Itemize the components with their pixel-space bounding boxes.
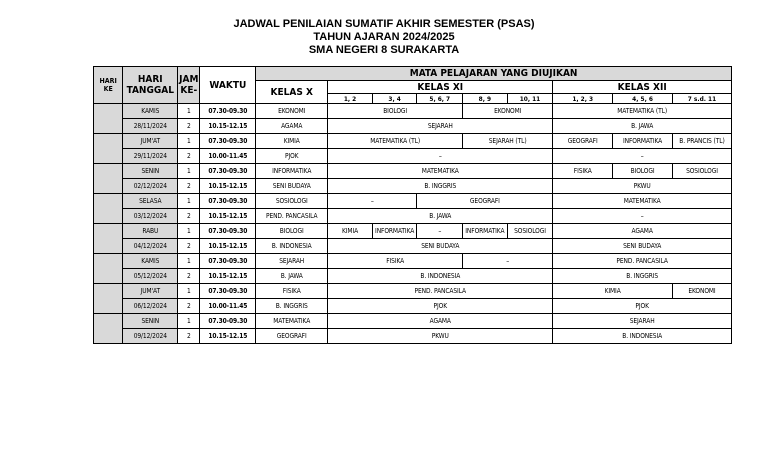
subject-kelas-xi: SEJARAH — [328, 119, 553, 134]
table-row — [94, 104, 732, 119]
subject-kelas-xi: MATEMATIKA — [328, 164, 553, 179]
exam-date: 03/12/2024 — [123, 209, 178, 224]
jam-ke: 2 — [178, 209, 200, 224]
subject-kelas-xii: AGAMA — [553, 224, 732, 239]
exam-date: 06/12/2024 — [123, 299, 178, 314]
subject-kelas-xi: – — [328, 194, 417, 209]
school-name: SMA NEGERI 8 SURAKARTA — [308, 44, 460, 56]
table-row — [94, 209, 732, 224]
day-number-cell — [94, 164, 123, 194]
table-row — [94, 254, 732, 269]
time-slot: 07.30-09.30 — [200, 134, 256, 149]
subject-kelas-xi: – — [417, 224, 463, 239]
subject-kelas-xii: B. PRANCIS (TL) — [672, 134, 731, 149]
time-slot: 10.15-12.15 — [200, 209, 256, 224]
day-number-cell — [94, 314, 123, 344]
header-xii-group: 1, 2, 3 — [553, 94, 613, 104]
day-name: SENIN — [123, 164, 178, 179]
subject-kelas-xi: – — [328, 149, 553, 164]
subject-kelas-xii: EKONOMI — [672, 284, 731, 299]
subject-kelas-xi: KIMIA — [328, 224, 373, 239]
header-xi-group: 3, 4 — [372, 94, 417, 104]
table-body — [94, 104, 732, 344]
jam-ke: 1 — [178, 284, 200, 299]
jam-ke: 1 — [178, 254, 200, 269]
jam-ke: 2 — [178, 329, 200, 344]
header-xii-group: 4, 5, 6 — [613, 94, 673, 104]
day-name: SELASA — [123, 194, 178, 209]
day-name: KAMIS — [123, 254, 178, 269]
subject-kelas-x: B. INGGRIS — [256, 299, 328, 314]
subject-kelas-xi: PJOK — [328, 299, 553, 314]
time-slot: 10.00-11.45 — [200, 299, 256, 314]
header-kelas-xi: KELAS XI — [328, 81, 553, 94]
subject-kelas-x: MATEMATIKA — [256, 314, 328, 329]
subject-kelas-xii: MATEMATIKA (TL) — [553, 104, 732, 119]
jam-ke: 1 — [178, 194, 200, 209]
time-slot: 10.15-12.15 — [200, 179, 256, 194]
table-row — [94, 164, 732, 179]
header-xi-group: 10, 11 — [507, 94, 553, 104]
subject-kelas-xii: SEJARAH — [553, 314, 732, 329]
exam-date: 02/12/2024 — [123, 179, 178, 194]
table-row — [94, 134, 732, 149]
time-slot: 07.30-09.30 — [200, 164, 256, 179]
table-row — [94, 194, 732, 209]
document-title-block — [0, 18, 768, 57]
subject-kelas-xii: PKWU — [553, 179, 732, 194]
subject-kelas-xii: PEND. PANCASILA — [553, 254, 732, 269]
subject-kelas-xi: MATEMATIKA (TL) — [328, 134, 463, 149]
table-row — [94, 329, 732, 344]
header-xi-group: 5, 6, 7 — [417, 94, 463, 104]
time-slot: 10.15-12.15 — [200, 269, 256, 284]
subject-kelas-xi: PEND. PANCASILA — [328, 284, 553, 299]
subject-kelas-x: FISIKA — [256, 284, 328, 299]
subject-kelas-xi: SEJARAH (TL) — [463, 134, 553, 149]
subject-kelas-x: PEND. PANCASILA — [256, 209, 328, 224]
subject-kelas-xi: SOSIOLOGI — [507, 224, 553, 239]
header-waktu: WAKTU — [200, 67, 256, 104]
subject-kelas-xi: B. JAWA — [328, 209, 553, 224]
header-xi-group: 8, 9 — [463, 94, 508, 104]
jam-ke: 2 — [178, 179, 200, 194]
subject-kelas-xi: AGAMA — [328, 314, 553, 329]
subject-kelas-x: BIOLOGI — [256, 224, 328, 239]
table-row — [94, 299, 732, 314]
subject-kelas-x: SEJARAH — [256, 254, 328, 269]
table-row — [94, 119, 732, 134]
subject-kelas-xii: BIOLOGI — [613, 164, 673, 179]
day-name: KAMIS — [123, 104, 178, 119]
exam-schedule-table — [93, 66, 732, 344]
header-hari-tanggal: HARI TANGGAL — [123, 67, 178, 104]
day-number-cell — [94, 254, 123, 284]
subject-kelas-x: SOSIOLOGI — [256, 194, 328, 209]
time-slot: 10.15-12.15 — [200, 239, 256, 254]
exam-date: 04/12/2024 — [123, 239, 178, 254]
time-slot: 07.30-09.30 — [200, 224, 256, 239]
subject-kelas-x: KIMIA — [256, 134, 328, 149]
subject-kelas-xii: PJOK — [553, 299, 732, 314]
time-slot: 10.15-12.15 — [200, 329, 256, 344]
day-name: RABU — [123, 224, 178, 239]
time-slot: 07.30-09.30 — [200, 104, 256, 119]
exam-date: 28/11/2024 — [123, 119, 178, 134]
subject-kelas-xi: BIOLOGI — [328, 104, 463, 119]
document-title: JADWAL PENILAIAN SUMATIF AKHIR SEMESTER (PSAS) — [233, 18, 535, 30]
subject-kelas-xii: MATEMATIKA — [553, 194, 732, 209]
time-slot: 07.30-09.30 — [200, 194, 256, 209]
jam-ke: 2 — [178, 269, 200, 284]
jam-ke: 2 — [178, 239, 200, 254]
academic-year: TAHUN AJARAN 2024/2025 — [313, 31, 455, 43]
day-name: JUM'AT — [123, 284, 178, 299]
day-number-cell — [94, 134, 123, 164]
jam-ke: 1 — [178, 134, 200, 149]
day-number-cell — [94, 284, 123, 314]
time-slot: 07.30-09.30 — [200, 284, 256, 299]
subject-kelas-x: GEOGRAFI — [256, 329, 328, 344]
time-slot: 10.15-12.15 — [200, 119, 256, 134]
subject-kelas-xi: – — [463, 254, 553, 269]
jam-ke: 1 — [178, 104, 200, 119]
subject-kelas-xi: GEOGRAFI — [417, 194, 553, 209]
day-name: JUM'AT — [123, 134, 178, 149]
subject-kelas-xii: B. INGGRIS — [553, 269, 732, 284]
subject-kelas-xii: SOSIOLOGI — [672, 164, 731, 179]
header-xii-group: 7 s.d. 11 — [672, 94, 731, 104]
exam-date: 29/11/2024 — [123, 149, 178, 164]
subject-kelas-x: INFORMATIKA — [256, 164, 328, 179]
subject-kelas-xi: FISIKA — [328, 254, 463, 269]
jam-ke: 2 — [178, 119, 200, 134]
header-kelas-x: KELAS X — [256, 81, 328, 104]
header-jam-ke: JAM KE- — [178, 67, 200, 104]
subject-kelas-xii: INFORMATIKA — [613, 134, 673, 149]
jam-ke: 2 — [178, 299, 200, 314]
time-slot: 07.30-09.30 — [200, 254, 256, 269]
subject-kelas-x: AGAMA — [256, 119, 328, 134]
subject-kelas-xii: SENI BUDAYA — [553, 239, 732, 254]
subject-kelas-xi: B. INDONESIA — [328, 269, 553, 284]
header-kelas-xii: KELAS XII — [553, 81, 732, 94]
jam-ke: 1 — [178, 224, 200, 239]
subject-kelas-xii: – — [553, 149, 732, 164]
subject-kelas-xi: PKWU — [328, 329, 553, 344]
subject-kelas-xii: FISIKA — [553, 164, 613, 179]
header-mata-pelajaran: MATA PELAJARAN YANG DIUJIKAN — [256, 67, 732, 81]
subject-kelas-xii: GEOGRAFI — [553, 134, 613, 149]
table-row — [94, 179, 732, 194]
subject-kelas-xii: B. INDONESIA — [553, 329, 732, 344]
subject-kelas-x: PJOK — [256, 149, 328, 164]
table-row — [94, 314, 732, 329]
subject-kelas-x: SENI BUDAYA — [256, 179, 328, 194]
table-row — [94, 284, 732, 299]
subject-kelas-xii: – — [553, 209, 732, 224]
exam-date: 05/12/2024 — [123, 269, 178, 284]
day-number-cell — [94, 194, 123, 224]
subject-kelas-x: EKONOMI — [256, 104, 328, 119]
day-number-cell — [94, 224, 123, 254]
table-row — [94, 224, 732, 239]
day-name: SENIN — [123, 314, 178, 329]
subject-kelas-xi: EKONOMI — [463, 104, 553, 119]
subject-kelas-x: B. INDONESIA — [256, 239, 328, 254]
subject-kelas-xi: SENI BUDAYA — [328, 239, 553, 254]
subject-kelas-x: B. JAWA — [256, 269, 328, 284]
header-hari-ke: HARI KE — [94, 67, 123, 104]
jam-ke: 1 — [178, 314, 200, 329]
subject-kelas-xi: INFORMATIKA — [372, 224, 417, 239]
exam-date: 09/12/2024 — [123, 329, 178, 344]
subject-kelas-xii: B. JAWA — [553, 119, 732, 134]
subject-kelas-xi: INFORMATIKA — [463, 224, 508, 239]
table-row — [94, 149, 732, 164]
table-row — [94, 269, 732, 284]
header-xi-group: 1, 2 — [328, 94, 373, 104]
table-row — [94, 239, 732, 254]
jam-ke: 1 — [178, 164, 200, 179]
time-slot: 10.00-11.45 — [200, 149, 256, 164]
subject-kelas-xii: KIMIA — [553, 284, 673, 299]
time-slot: 07.30-09.30 — [200, 314, 256, 329]
jam-ke: 2 — [178, 149, 200, 164]
table-header — [94, 67, 732, 104]
subject-kelas-xi: B. INGGRIS — [328, 179, 553, 194]
day-number-cell — [94, 104, 123, 134]
